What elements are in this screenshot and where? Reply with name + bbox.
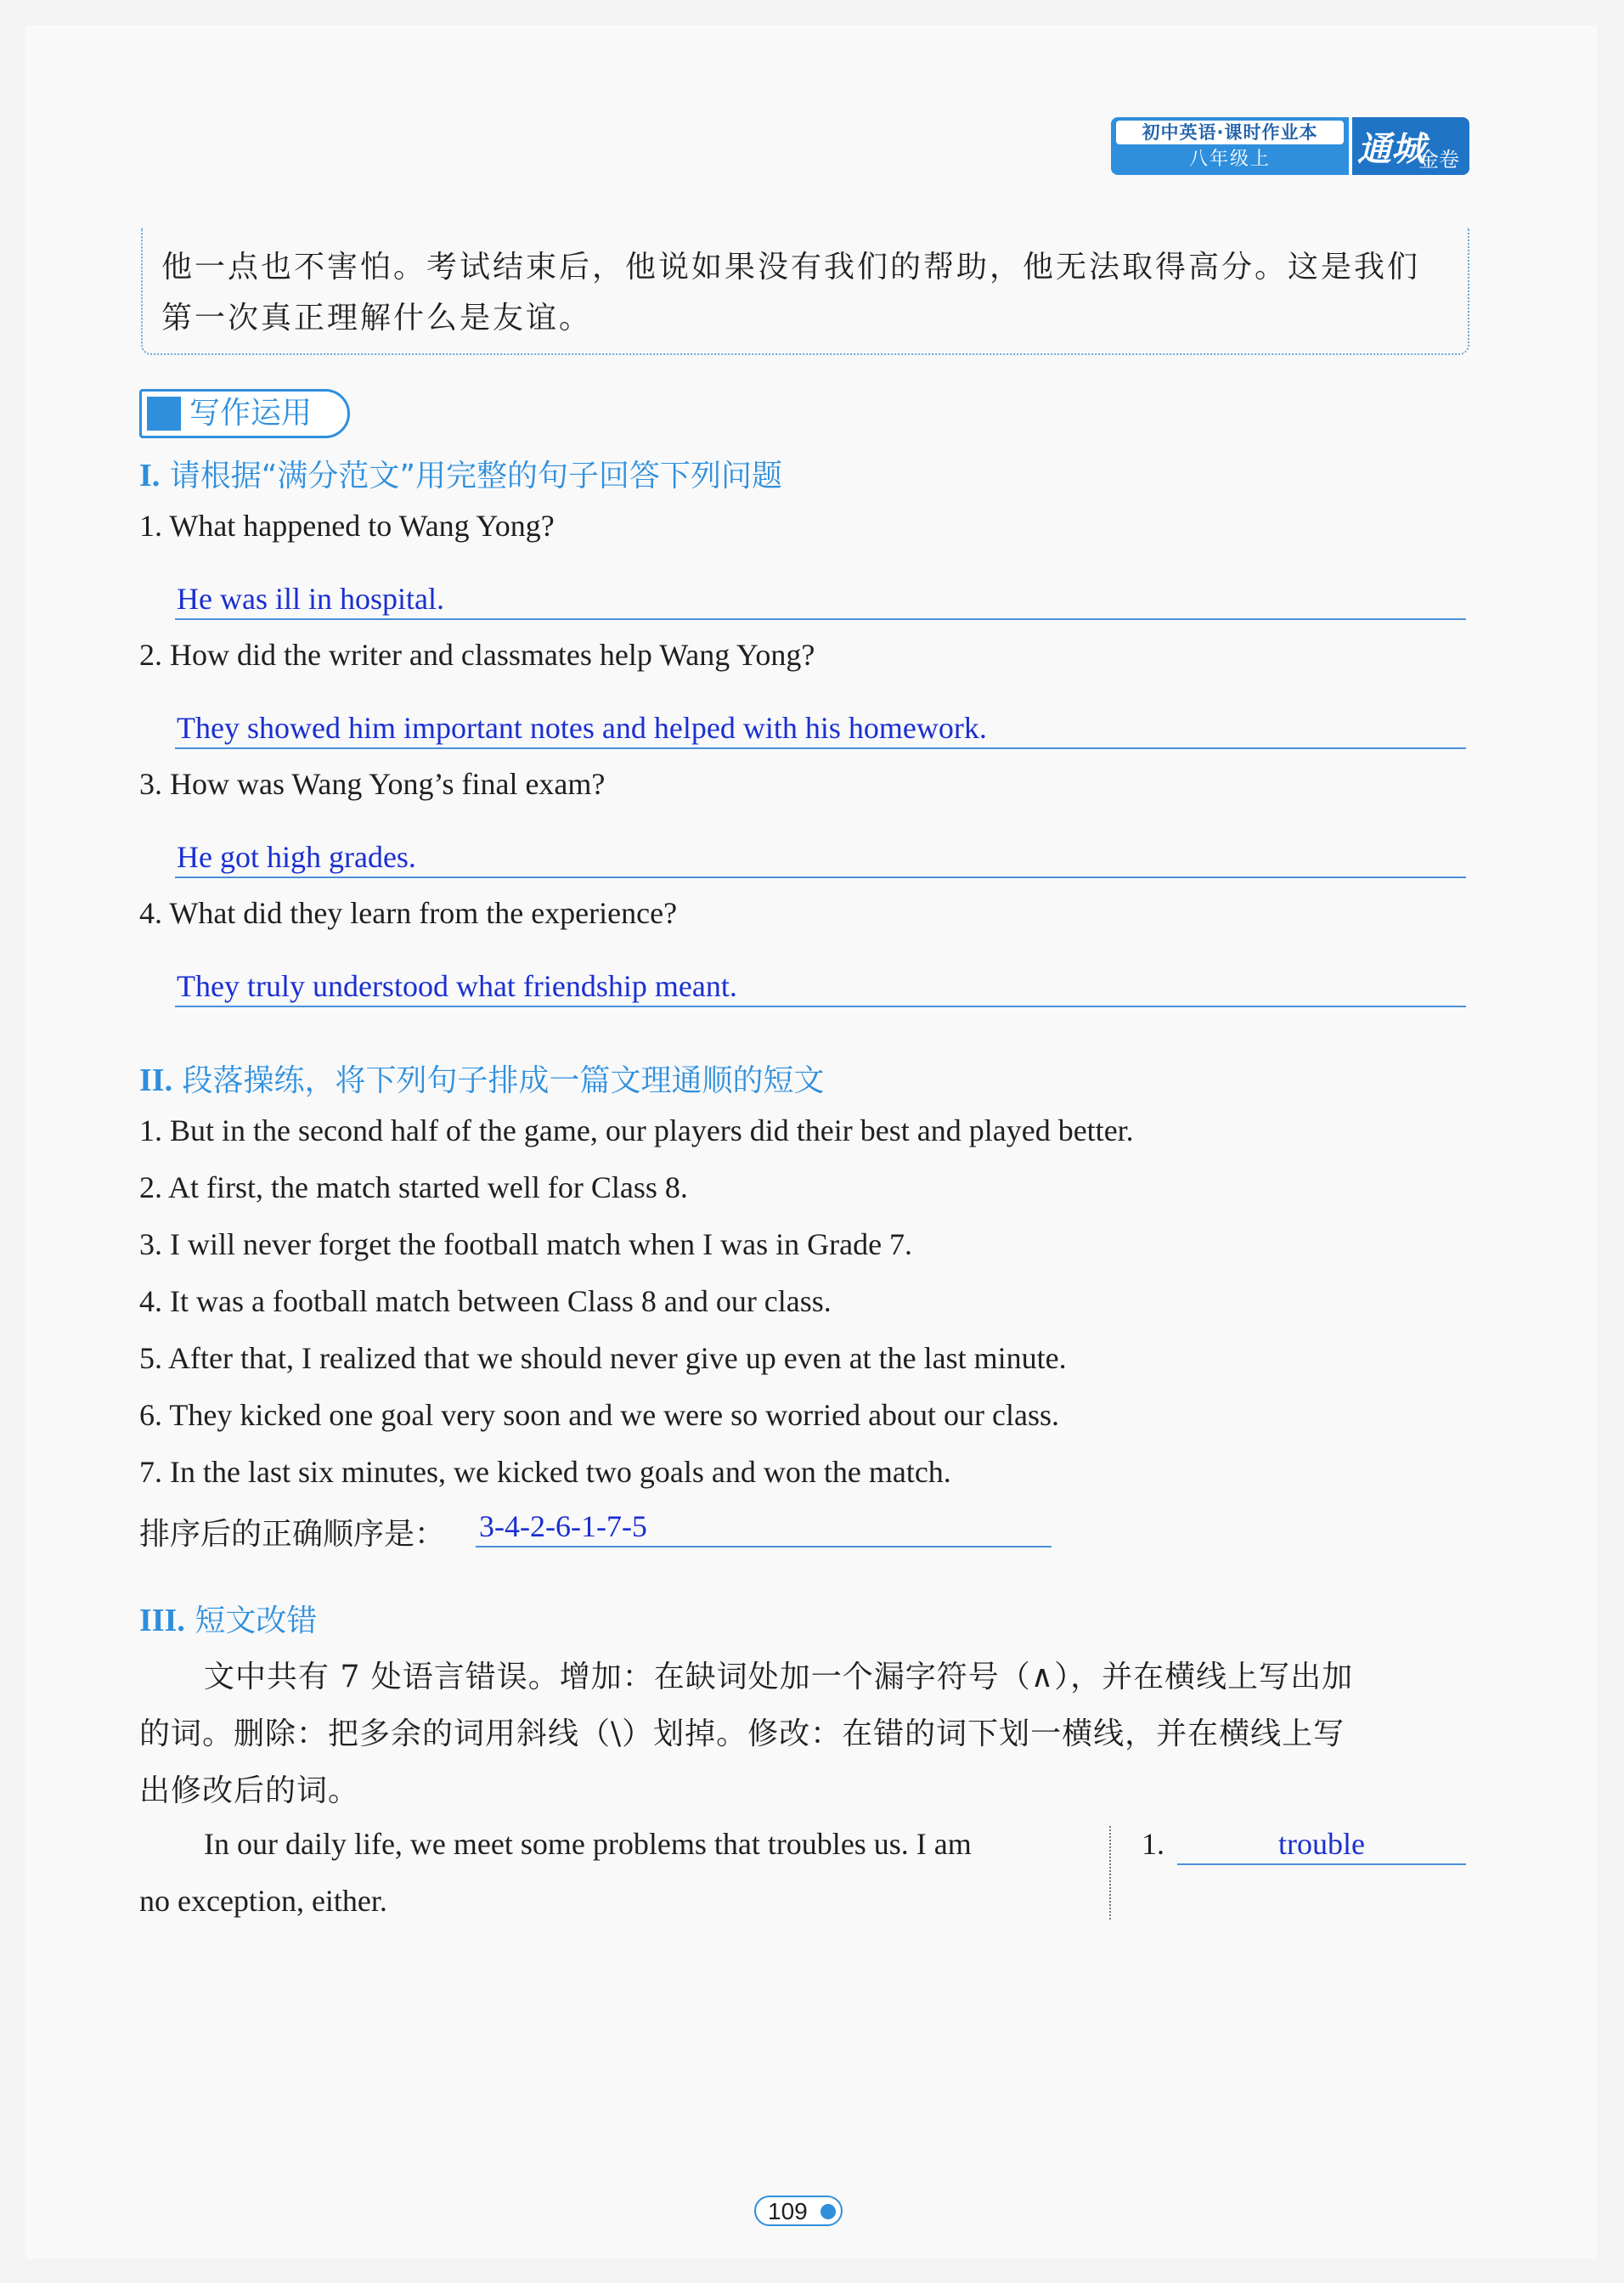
question-1: 1. What happened to Wang Yong? (139, 509, 555, 543)
sentence-7: 7. In the last six minutes, we kicked two goals and won the match. (139, 1455, 951, 1489)
dot-icon (820, 2204, 836, 2219)
sentence-2: 2. At first, the match started well for Class 8. (139, 1170, 688, 1204)
order-label: 排序后的正确顺序是： (139, 1517, 446, 1552)
section-square-icon (147, 397, 181, 431)
part3-roman: III. (139, 1603, 185, 1638)
answer-1: He was ill in hospital. (177, 582, 444, 616)
sentence-3: 3. I will never forget the football match when I was in Grade 7. (139, 1227, 913, 1261)
book-header-badge (1111, 117, 1469, 175)
part3-heading-text: 短文改错 (195, 1604, 318, 1638)
order-answer-line[interactable] (476, 1507, 1052, 1547)
answer-line-4[interactable] (175, 967, 1466, 1007)
order-answer: 3-4-2-6-1-7-5 (479, 1509, 647, 1543)
part2-heading-text: 段落操练，将下列句子排成一篇文理通顺的短文 (182, 1063, 825, 1098)
page-number: 109 (768, 2198, 808, 2224)
sentence-5: 5. After that, I realized that we should never give up even at the last minute. (139, 1341, 1067, 1375)
answer-2: They showed him important notes and helped with his homework. (177, 711, 987, 745)
answer-line-2[interactable] (175, 708, 1466, 749)
correction-line-1[interactable] (1177, 1824, 1466, 1865)
answer-3: He got high grades. (177, 840, 416, 874)
instruction-line-2: 的词。删除：把多余的词用斜线（\）划掉。修改：在错的词下划一横线，并在横线上写 (139, 1716, 1345, 1751)
part1-heading (139, 452, 782, 495)
correction-answer-1: trouble (1278, 1827, 1365, 1861)
passage-line-2: no exception, either. (139, 1884, 387, 1918)
section-tag (139, 389, 350, 438)
series-title: 初中英语·课时作业本 (1116, 121, 1344, 144)
correction-number-1: 1. (1142, 1827, 1164, 1861)
instruction-line-3: 出修改后的词。 (139, 1773, 360, 1808)
answer-4: They truly understood what friendship meant. (177, 969, 737, 1003)
part1-roman: I. (139, 458, 161, 493)
part1-heading-text: 请根据“满分范文”用完整的句子回答下列问题 (169, 459, 783, 493)
question-2: 2. How did the writer and classmates help Wang Yong? (139, 638, 815, 672)
grade-label: 八年级上 (1188, 149, 1271, 170)
column-divider (1109, 1826, 1111, 1919)
brand-sub: 金卷 (1418, 148, 1459, 172)
page-number-badge (754, 2196, 843, 2226)
answer-line-3[interactable] (175, 837, 1466, 878)
brand-main: 通城 (1357, 129, 1425, 169)
intro-line-1: 他一点也不害怕。考试结束后，他说如果没有我们的帮助，他无法取得高分。这是我们 (161, 250, 1421, 285)
series-panel (1111, 117, 1349, 175)
brand-logo (1352, 117, 1469, 175)
question-4: 4. What did they learn from the experience? (139, 896, 678, 930)
sentence-4: 4. It was a football match between Class 8 and our class. (139, 1284, 832, 1318)
section-title: 写作运用 (189, 396, 313, 431)
instruction-line-1: 文中共有 7 处语言错误。增加：在缺词处加一个漏字符号（∧），并在横线上写出加 (204, 1660, 1354, 1694)
part2-heading (139, 1057, 825, 1100)
answer-line-1[interactable] (175, 579, 1466, 620)
question-3: 3. How was Wang Yong’s final exam? (139, 767, 606, 801)
sample-essay-tail-box (141, 228, 1469, 355)
part2-roman: II. (139, 1063, 173, 1098)
part3-heading (139, 1597, 317, 1640)
passage-line-1: In our daily life, we meet some problems that troubles us. I am (204, 1827, 972, 1861)
sentence-1: 1. But in the second half of the game, our players did their best and played better. (139, 1113, 1134, 1147)
sentence-6: 6. They kicked one goal very soon and we were so worried about our class. (139, 1398, 1060, 1432)
intro-line-2: 第一次真正理解什么是友谊。 (161, 301, 593, 335)
